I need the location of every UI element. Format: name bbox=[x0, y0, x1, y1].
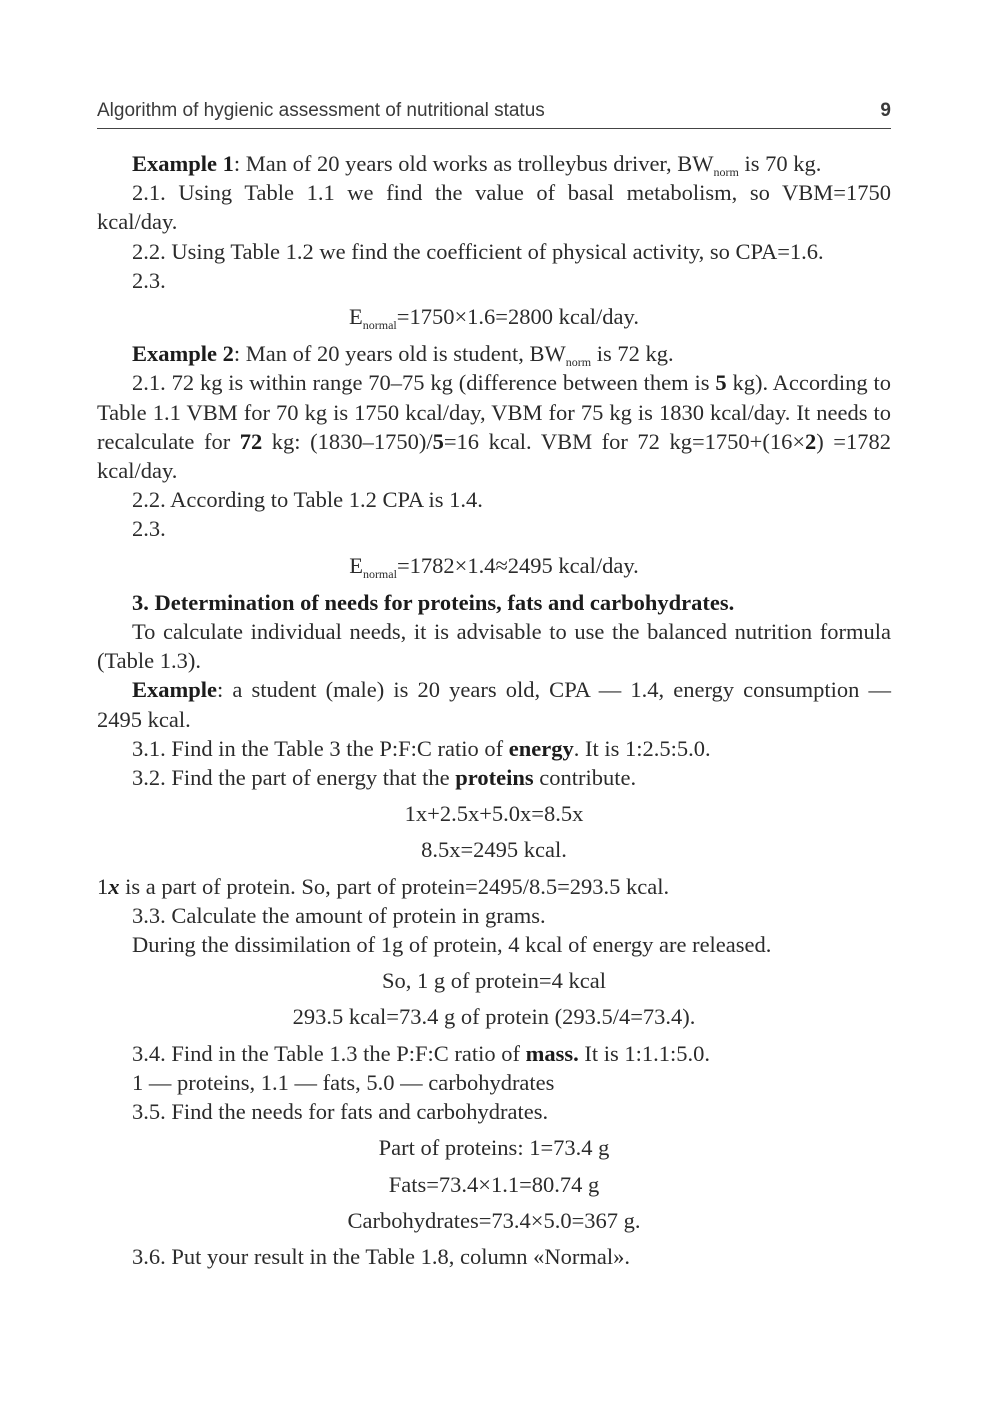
s31-bold: energy bbox=[508, 735, 574, 761]
equation-fats: Fats=73.4×1.1=80.74 g bbox=[388, 1171, 600, 1197]
example-1-label: Example 1 bbox=[132, 151, 234, 176]
section-3-intro: To calculate individual needs, it is advisable to use the balanced nutrition formula (Table 1.3). bbox=[97, 619, 891, 674]
header-title: Algorithm of hygienic assessment of nutritional status bbox=[97, 100, 545, 121]
s21-bold-1: 5 bbox=[715, 370, 727, 396]
step-3-3: 3.3. Calculate the amount of protein in grams. bbox=[132, 902, 546, 928]
example-2-energy-equation bbox=[97, 551, 891, 580]
section-3-example-label: Example bbox=[132, 677, 218, 703]
example-2-step-2-2: 2.2. According to Table 1.2 CPA is 1.4. bbox=[132, 487, 483, 513]
s21-bold-4: 2 bbox=[805, 428, 817, 454]
equation-protein-kcal: So, 1 g of protein=4 kcal bbox=[382, 968, 606, 994]
page-number: 9 bbox=[880, 100, 891, 121]
step-3-2 bbox=[97, 763, 891, 792]
example-2-label: Example 2 bbox=[132, 341, 234, 367]
eq-sub: normal bbox=[362, 318, 397, 333]
page-body bbox=[97, 149, 891, 1271]
s32-bold: proteins bbox=[455, 765, 534, 791]
section-3-example bbox=[97, 675, 891, 733]
equation-protein-grams: 293.5 kcal=73.4 g of protein (293.5/4=73.4). bbox=[292, 1004, 696, 1030]
example-2-step-2-3: 2.3. bbox=[132, 516, 166, 542]
example-1-sub: norm bbox=[713, 165, 739, 179]
s21-part-a: 2.1. 72 kg is within range 70–75 kg (difference between them is bbox=[132, 370, 716, 396]
example-2-intro bbox=[97, 339, 891, 368]
running-header bbox=[97, 98, 891, 129]
s32-a: 3.2. Find the part of energy that the bbox=[132, 765, 456, 791]
eq-e: E bbox=[349, 304, 363, 330]
step-3-4 bbox=[97, 1039, 891, 1068]
line-1x-c: is a part of protein. So, part of protein=2495/8.5=293.5 kcal. bbox=[119, 873, 670, 899]
section-3-example-text: : a student (male) is 20 years old, CPA — 1.4, energy consumption — 2495 kcal. bbox=[97, 677, 891, 732]
s34-a: 3.4. Find in the Table 1.3 the P:F:C ratio of bbox=[132, 1040, 526, 1066]
equation-proteins-part: Part of proteins: 1=73.4 g bbox=[378, 1135, 610, 1161]
s31-a: 3.1. Find in the Table 3 the P:F:C ratio of bbox=[132, 735, 509, 761]
example-2-text: : Man of 20 years old is student, BW bbox=[233, 341, 566, 367]
equation-carbohydrates: Carbohydrates=73.4×5.0=367 g. bbox=[347, 1207, 641, 1233]
section-3-heading bbox=[97, 588, 891, 617]
example-1-text-end: is 70 kg. bbox=[738, 151, 822, 176]
s21-part-d: kg: (1830–1750)/ bbox=[262, 428, 433, 454]
line-1x-var: x bbox=[108, 873, 120, 899]
s31-c: . It is 1:2.5:5.0. bbox=[573, 735, 711, 761]
example-1-step-2-3: 2.3. bbox=[132, 267, 166, 293]
equation-sum-text: 1x+2.5x+5.0x=8.5x bbox=[404, 801, 584, 827]
dissimilation-line: During the dissimilation of 1g of protein, 4 kcal of energy are released. bbox=[132, 932, 772, 958]
eq-e: E bbox=[349, 552, 363, 578]
s21-bold-3: 5 bbox=[432, 428, 444, 454]
equation-8-5x: 8.5x=2495 kcal. bbox=[421, 837, 567, 863]
example-2-step-2-1 bbox=[97, 368, 891, 485]
example-1-intro bbox=[97, 149, 891, 178]
protein-part-line bbox=[97, 872, 891, 901]
s32-c: contribute. bbox=[533, 765, 637, 791]
section-3-heading-text: 3. Determination of needs for proteins, fats and carbohydrates. bbox=[132, 589, 735, 615]
example-2-text-end: is 72 kg. bbox=[591, 341, 674, 367]
equation-sum bbox=[97, 799, 891, 828]
s21-part-f: ) =1782 kcal/day. bbox=[97, 428, 891, 484]
pfc-legend-line: 1 — proteins, 1.1 — fats, 5.0 — carbohydrates bbox=[132, 1069, 555, 1095]
s21-bold-2: 72 bbox=[239, 428, 263, 454]
example-1-step-2-2: 2.2. Using Table 1.2 we find the coefficient of physical activity, so CPA=1.6. bbox=[132, 238, 824, 264]
s21-part-c: kg). According to Table 1.1 VBM for 70 kg is 1750 kcal/day, VBM for 75 kg is 1830 kcal/day. It needs to recalculate for bbox=[97, 370, 891, 454]
eq-rest: =1750×1.6=2800 kcal/day. bbox=[396, 304, 639, 330]
example-2-sub: norm bbox=[565, 355, 592, 370]
example-1-text: : Man of 20 years old works as trolleybus driver, BW bbox=[233, 151, 714, 176]
step-3-6: 3.6. Put your result in the Table 1.8, column «Normal». bbox=[132, 1243, 630, 1269]
eq-rest: =1782×1.4≈2495 kcal/day. bbox=[396, 552, 639, 578]
line-1x-a: 1 bbox=[97, 873, 109, 899]
step-3-5: 3.5. Find the needs for fats and carbohydrates. bbox=[132, 1099, 549, 1125]
s21-part-e: =16 kcal. VBM for 72 kg=1750+(16× bbox=[443, 428, 806, 454]
eq-sub: normal bbox=[362, 566, 397, 581]
example-1-step-2-1: 2.1. Using Table 1.1 we find the value of basal metabolism, so VBM=1750 kcal/day. bbox=[97, 180, 891, 235]
s34-bold: mass. bbox=[525, 1040, 579, 1066]
s34-c: It is 1:1.1:5.0. bbox=[578, 1040, 711, 1066]
step-3-1 bbox=[97, 734, 891, 763]
example-1-energy-equation bbox=[97, 302, 891, 331]
